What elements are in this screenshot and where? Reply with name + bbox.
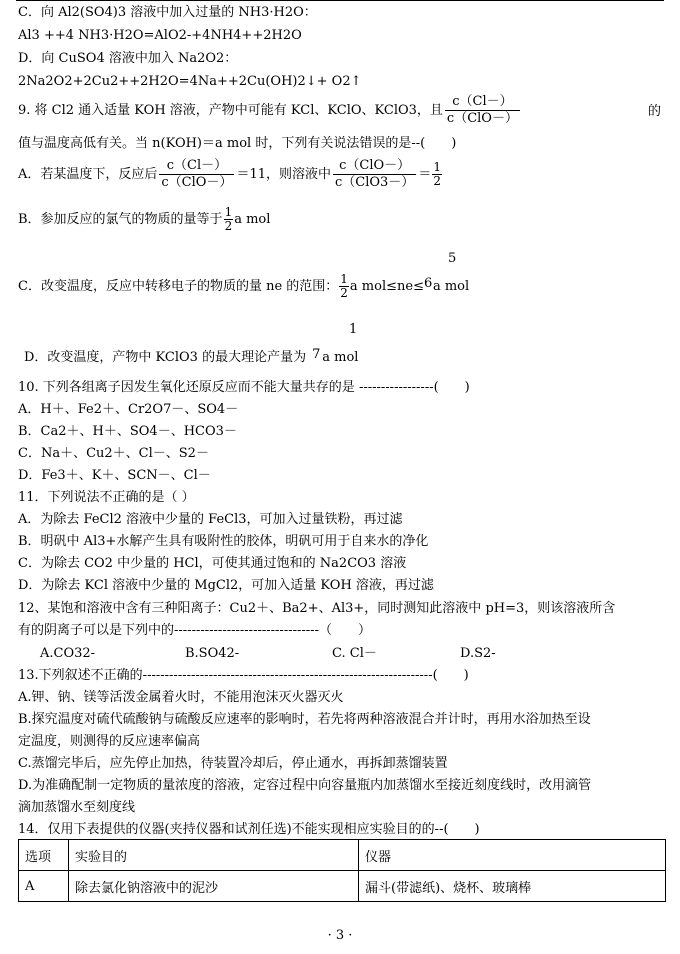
q9-a-num-1: c（Cl－）: [159, 158, 234, 175]
q9-a-num-3: 1: [433, 160, 441, 174]
equation-d: 2Na2O2+2Cu2++2H2O=4Na++2Cu(OH)2↓+ O2↑: [18, 74, 362, 89]
q10-option-c: C．Na＋、Cu2＋、Cl－、S2－: [18, 446, 209, 461]
q9-b-text-2: a mol: [234, 212, 271, 227]
q13-option-b-1: B.探究温度对硫代硫酸钠与硫酸反应速率的影响时，若先将两种溶液混合并计时，再用水浴加热至设: [18, 712, 591, 727]
q9-stem-text: 9. 将 Cl2 通入适量 KOH 溶液，产物中可能有 KCl、KClO、KClO3，且: [18, 103, 443, 118]
q9-a-text-3: ＝: [418, 167, 432, 182]
q9-c-text-1: C．改变温度，反应中转移电子的物质的量 ne 的范围：: [18, 279, 339, 294]
q9-a-den-2: c（ClO3－）: [334, 175, 415, 190]
q9-a-text-1: A．若某温度下，反应后: [18, 167, 158, 182]
q9-fraction-num: c（Cl－）: [445, 94, 520, 111]
q10-option-b: B．Ca2＋、H＋、SO4－、HCO3－: [18, 424, 237, 439]
table-row: [19, 871, 666, 902]
q9-a-fraction-3: [432, 161, 442, 188]
q9-c-num: 1: [340, 272, 348, 286]
q10-option-d: D．Fe3＋、K＋、SCN－、Cl－: [18, 468, 211, 483]
q10-stem: 10. 下列各组离子因发生氧化还原反应而不能大量共存的是 -----------------( ): [18, 380, 470, 395]
q9-c-six: 6: [423, 276, 433, 291]
q9-a-num-2: c（ClO－）: [333, 158, 416, 175]
q9-c-five: 5: [448, 251, 457, 266]
q14-table: [18, 839, 666, 902]
q12-stem-1: 12、某饱和溶液中含有三种阳离子：Cu2＋、Ba2+、Al3+，同时测知此溶液中 pH=3，则该溶液所含: [18, 601, 616, 616]
q12-stem-2: 有的阴离子可以是下列中的---------------------------------（ ）: [18, 623, 371, 638]
table-header-cell: 仪器: [359, 840, 666, 871]
q9-d-text-1: D．改变温度，产物中 KClO3 的最大理论产量为: [24, 350, 307, 365]
option-c-text: C．向 Al2(SO4)3 溶液中加入过量的 NH3·H2O：: [18, 5, 317, 20]
q13-stem: 13.下列叙述不正确的------------------------------------------------------------------( ): [18, 668, 469, 683]
table-header-cell: 选项: [19, 840, 69, 871]
q9-b-num: 1: [224, 205, 233, 219]
q9-stem: [18, 94, 522, 128]
table-header-cell: 实验目的: [69, 840, 359, 871]
q9-a-text-2: ＝11，则溶液中: [236, 167, 331, 182]
table-cell: 漏斗(带滤纸)、烧杯、玻璃棒: [359, 871, 666, 902]
q9-a-den-3: 2: [433, 174, 441, 188]
q9-c-fraction: [339, 273, 349, 300]
q10-option-a: A．H＋、Fe2＋、Cr2O7－、SO4－: [18, 402, 239, 417]
q12-option-c: C. Cl－: [332, 646, 377, 661]
q9-c-den: 2: [340, 286, 348, 300]
q9-fraction-den: c（ClO－）: [446, 111, 518, 126]
q9-b-text-1: B．参加反应的氯气的物质的量等于: [18, 212, 223, 227]
option-d-text: D．向 CuSO4 溶液中加入 Na2O2：: [18, 51, 238, 66]
q9-option-c: [18, 272, 469, 302]
q11-option-b: B．明矾中 Al3+水解产生具有吸附性的胶体，明矾可用于自来水的净化: [18, 534, 429, 549]
q9-c-text-2: a mol≤ne≤: [349, 279, 424, 294]
equation-c: Al3 ++4 NH3·H2O=AlO2-+4NH4++2H2O: [18, 28, 302, 43]
q9-b-den: 2: [224, 219, 233, 233]
q9-a-den-1: c（ClO－）: [161, 175, 233, 190]
q14-stem: 14．仅用下表提供的仪器(夹持仪器和试剂任选)不能实现相应实验目的的--( ): [18, 822, 480, 837]
q9-a-fraction-1: [159, 158, 234, 191]
q9-option-a: [18, 158, 443, 192]
q11-option-c: C．为除去 CO2 中少量的 HCl，可使其通过饱和的 Na2CO3 溶液: [18, 556, 407, 571]
q9-stem-end: 的: [648, 104, 662, 119]
table-header-row: [19, 840, 666, 871]
q9-d-one: 1: [349, 322, 358, 337]
q9-a-fraction-2: [333, 158, 416, 191]
top-rule: [16, 0, 664, 1]
q9-option-d: [24, 349, 358, 366]
q13-option-a: A.钾、钠、镁等活泼金属着火时，不能用泡沫灭火器灭火: [18, 690, 344, 705]
q11-stem: 11．下列说法不正确的是（ ）: [18, 490, 195, 505]
table-cell: A: [19, 871, 69, 902]
q9-d-seven: 7: [312, 347, 321, 362]
q13-option-d-2: 滴加蒸馏水至刻度线: [18, 800, 136, 815]
q9-c-text-3: a mol: [432, 279, 470, 294]
q13-option-c: C.蒸馏完毕后，应先停止加热，待装置冷却后，停止通水，再拆卸蒸馏装置: [18, 756, 448, 771]
q12-option-a: A.CO32-: [40, 646, 96, 661]
q13-option-d-1: D.为准确配制一定物质的量浓度的溶液，定容过程中向容量瓶内加蒸馏水至接近刻度线时，改用滴管: [18, 778, 592, 793]
page-number: · 3 ·: [327, 928, 353, 943]
q9-option-b: [18, 205, 270, 235]
q11-option-d: D．为除去 KCl 溶液中少量的 MgCl2，可加入适量 KOH 溶液，再过滤: [18, 578, 434, 593]
table-cell: 除去氯化钠溶液中的泥沙: [69, 871, 359, 902]
q12-option-d: D.S2-: [460, 646, 496, 661]
q9-stem-2: 值与温度高低有关。当 n(KOH)＝a mol 时，下列有关说法错误的是--( ): [18, 136, 457, 151]
q9-d-text-2: a mol: [322, 350, 359, 365]
q13-option-b-2: 定温度，则测得的反应速率偏高: [18, 734, 201, 749]
q9-b-fraction: [224, 206, 234, 233]
q9-fraction: [445, 94, 520, 127]
q11-option-a: A．为除去 FeCl2 溶液中少量的 FeCl3，可加入过量铁粉，再过滤: [18, 512, 403, 527]
q12-option-b: B.SO42-: [185, 646, 240, 661]
